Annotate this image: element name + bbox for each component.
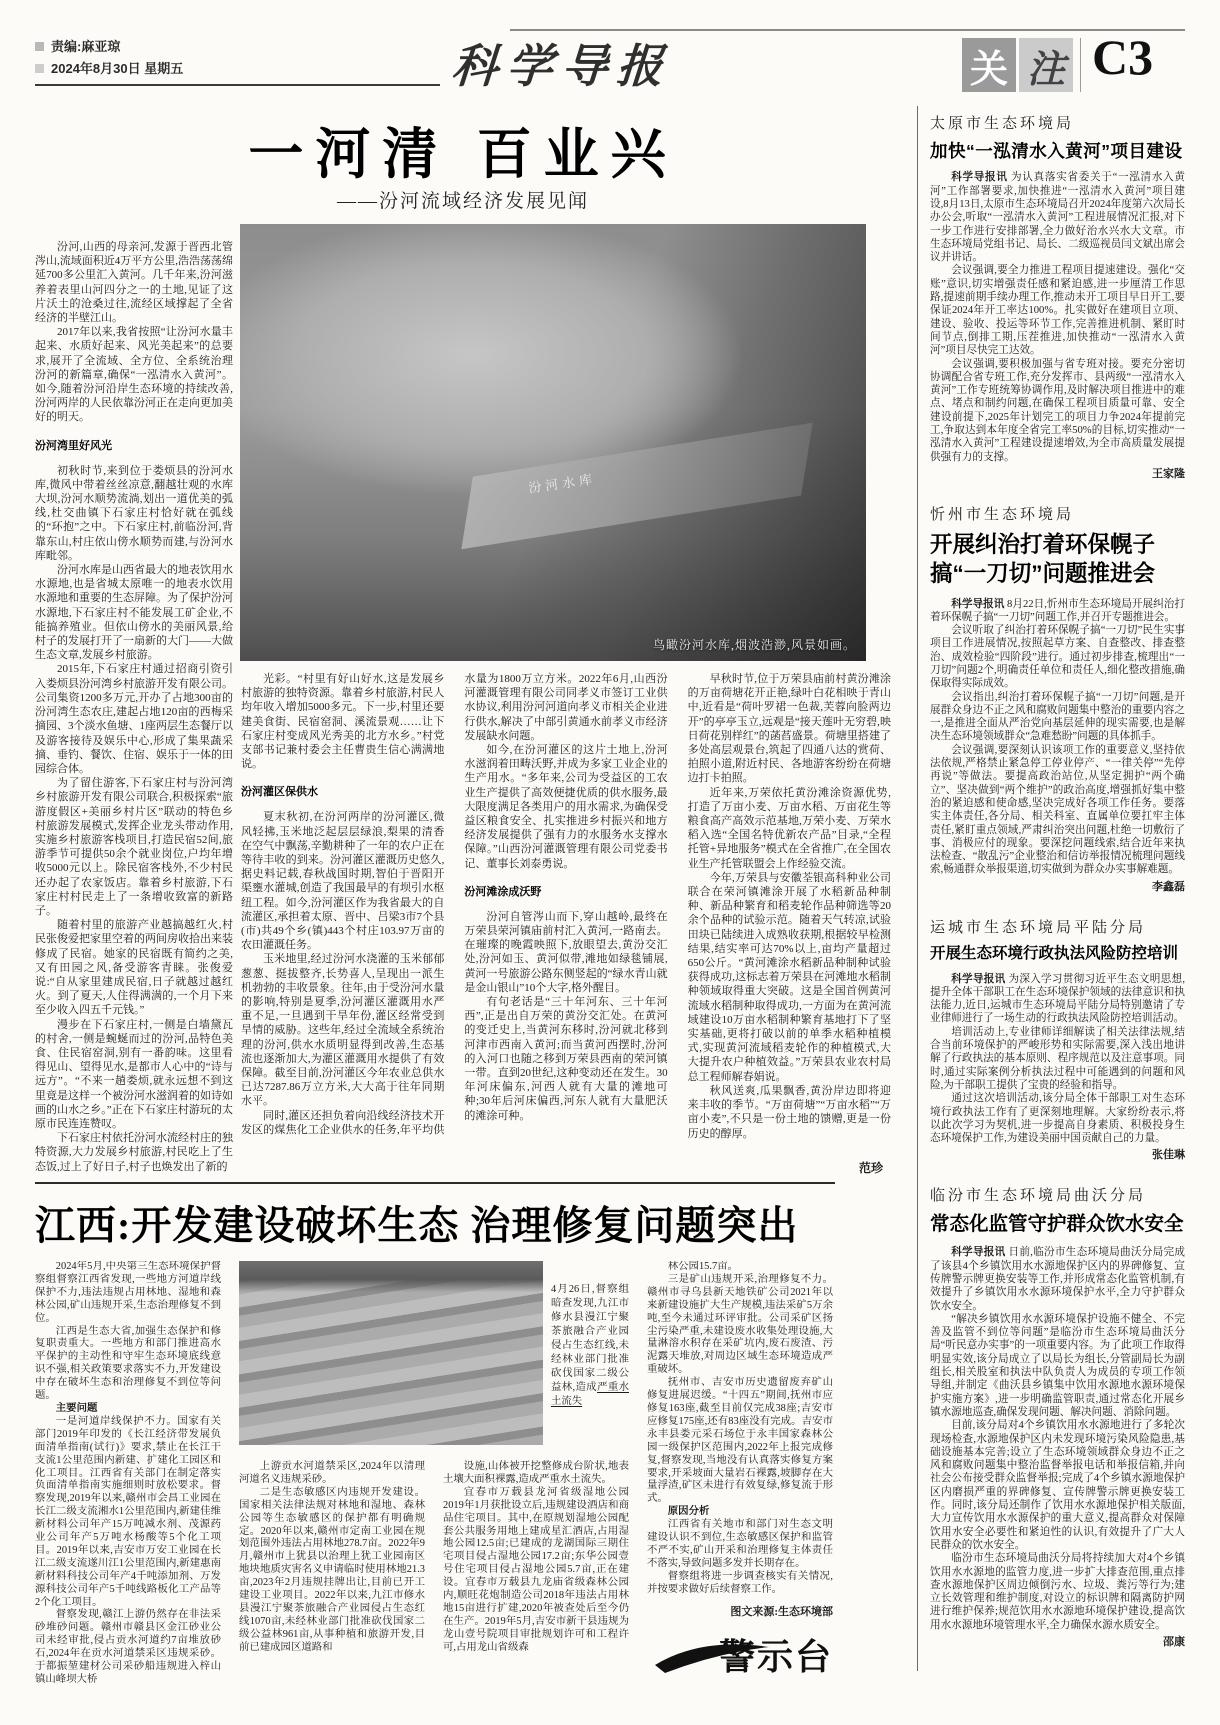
article-headline: 常态化监管守护群众饮水安全	[930, 1213, 1184, 1236]
feature-paragraph: 初秋时节,来到位于娄烦县的汾河水库,微风中带着丝丝凉意,翻越壮观的水库大坝,汾河水顺势流淌,划出一道优美的弧线,杜交曲镇下石家庄村恰好就在弧线的“环抱”之中。下石家庄村,前临汾河,背靠东山,村庄依山傍水顺势而建,与汾河水库毗邻。	[35, 464, 233, 562]
article-paragraph: 通过这次培训活动,该分局全体干部职工对生态环境行政执法工作有了更深刻地理解。大家纷纷表示,将以此次学习为契机,进一步提高自身素质、积极投身生态环境保护工作,为建设美丽中国贡献自己的力量。	[930, 1093, 1185, 1145]
bottom-headline: 江西:开发建设破坏生态 治理修复问题突出	[35, 1203, 799, 1248]
bottom-paragraph: 江西是生态大省,加强生态保护和修复职责重大。一些地方和部门推进高水平保护的主动性和守牢生态环境底线意识不强,相关政策要求落实不力,开发建设中存在破坏生态和治理修复不到位等问题。	[35, 1325, 221, 1402]
feature-paragraph: 为了留住游客,下石家庄村与汾河湾乡村旅游开发有限公司联合,积极探索“旅游度假区+美丽乡村片区”联动的特色乡村旅游发展模式,发挥企业龙头带动作用,实施乡村旅游客栈项目,打造民宿52间,旅游季节可提供50余个就业岗位,户均年增收5000元以上。除民宿客栈外,不少村民还办起了农家饭店。靠着乡村旅游,下石家庄村村民走上了一条增收致富的新路子。	[35, 777, 233, 917]
page-number: C3	[1092, 29, 1154, 85]
edition-info	[35, 36, 183, 80]
feature-paragraph: 汾河灌区保供水	[241, 786, 318, 799]
bottom-column-1	[35, 1261, 221, 1687]
feature-paragraph: 2017年以来,我省按照“让汾河水量丰起来、水质好起来、风光美起来”的总要求,展开了全流域、全方位、全系统治理汾河的新篇章,确保“一泓清水入黄河”。如今,随着汾河沿岸生态环境的持续改善,汾河两岸的人民依靠汾河正在走向更加美好的明天。	[35, 326, 233, 424]
bottom-paragraph: 江西省有关地市和部门对生态文明建设认识不到位,生态敏感区保护和监管不严不实,矿山开采和治理修复主体责任不落实,导致问题多发并长期存在。	[647, 1519, 833, 1569]
date-line	[35, 58, 183, 80]
article-paragraph: 科学导报讯 为深入学习贯彻习近平生态文明思想,提升全体干部职工在生态环境保护领域的法律意识和执法能力,近日,运城市生态环境局平陆分局特别邀请了专业律师进行了一场生动的行政执法风险防控培训活动。	[930, 973, 1185, 1025]
article-kicker: 临汾市生态环境局曲沃分局	[930, 1188, 1147, 1205]
article-paragraph: 科学导报讯 日前,临汾市生态环境局曲沃分局完成了该县4个乡镇饮用水水源地保护区内的界碑修复、宣传牌警示牌更换安装等工作,并形成常态化监管机制,有效提升了乡镇饮用水水源环境保护水平,全力守护群众饮水安全。	[930, 1247, 1185, 1312]
feature-paragraph: 汾河湾里好风光	[35, 439, 112, 452]
article-linfen	[930, 1184, 1185, 1649]
feature-paragraph: 漫步在下石家庄村,一侧是白墙黛瓦的村舍,一侧是蜿蜒而过的汾河,品特色美食、住民宿窑洞,别有一番韵味。这里看得见山、望得见水,是都市人心中的“诗与远方”。“不来一趟娄烦,就永远想不到这里竟是这样一个被汾河水滋润着的如诗如画的山水之乡。”正在下石家庄村游玩的太原市民连连赞叹。	[35, 1018, 233, 1130]
bottom-paragraph: 一是河道岸线保护不力。国家有关部门2019年印发的《长江经济带发展负面清单指南(试行)》要求,禁止在长江干支流1公里范围内新建、扩建化工园区和化工项目。江西省有关部门在制定落实负面清单指南实施细则时放松要求。督察发现,2019年以来,赣州市会昌工业园在长江二级支流湘水1公里范围内,新建佳维新材料公司年产15万吨减水剂、茂源药业公司年产5万吨水杨酸等5个化工项目。2019年以来,吉安市万安工业园在长江二级支流遂川江1公里范围内,新建惠南新材料科技公司年产4千吨添加剂、万发源科技公司年产5千吨线路板化工产品等2个化工项目。	[35, 1415, 221, 1608]
article-paragraph: 会议强调,要全力推进工程项目提速建设。强化“交账”意识,切实增强责任感和紧迫感,进一步厘清工作思路,提速前期手续办理工作,推动未开工项目早日开工,要保证2024年开工率达100%。扎实做好在建项目立项、建设、验收、投运等环节工作,完善推进机制、紧盯时间节点,倒排工期,压茬推进,加快推动“一泓清水入黄河”项目尽快完工达效。	[930, 265, 1185, 357]
feature-columns-2-4	[241, 672, 891, 1174]
feature-paragraph: 有句老话是“三十年河东、三十年河西”,正是出自万荣的黄汾交汇处。在黄河的变迁史上,当黄河东移时,汾河就北移到河津市西南入黄河;而当黄河西摆时,汾河的入河口也随之移到万荣县西南的荣河镇一带。直到20世纪,这种变动还在发生。30年河床偏东,河西人就有大量的滩地可种;30年后河床偏西,河东人就有大量肥沃的滩涂可种。	[464, 996, 668, 1122]
article-headline: 加快“一泓清水入黄河”项目建设	[930, 141, 1183, 161]
section-label-block-1	[962, 38, 1016, 92]
aerial-photo-fenhe-reservoir	[240, 224, 866, 661]
caption-text: 4月26日,督察组暗查发现,九江市修水县漫江宁聚茶旅融合产业园侵占生态红线,未经林业部门批准砍伐国家二级公益林,造成	[551, 1284, 629, 1393]
bottom-paragraph: 宜春市万载县龙河省级湿地公园2019年1月获批设立后,违规建设酒店和商品住宅项目。其中,在原规划湿地公园配套公共服务用地上建成星汇酒店,占用湿地公园12.5亩;已建成的龙湖国际三期住宅项目侵占湿地公园17.2亩;东华公园壹号住宅项目侵占湿地公园5.7亩,正在建设。宜春市万载县九龙庙省级森林公园内,顺旺花炮制造公司2018年违法占用林地15亩进行扩建,2020年被查处后至今仍在生产。2019年5月,吉安市新干县违规为龙山壹号院项目审批规划许可和工程许可,占用龙山省级森	[443, 1486, 629, 1653]
dam-label: 汾河水库	[527, 471, 597, 496]
article-body	[930, 973, 1185, 1146]
bullet-square-icon	[35, 42, 44, 51]
feature-column-1	[35, 240, 233, 1180]
caption-emphasis: 严重水土流失	[551, 1382, 629, 1407]
feature-title: 一河清 百业兴	[248, 123, 678, 185]
section-divider	[1080, 38, 1081, 92]
bottom-paragraph: 上游贡水河道禁采区,2024年以清理河道名义违规采砂。	[239, 1461, 425, 1485]
feature-paragraph: 今年,万荣县与安徽荃银高科种业公司联合在荣河镇滩涂开展了水稻新品种制种、新品种繁育和稻麦轮作品种筛选等20余个品种的试验示范。随着天气转凉,试验田块已陆续进入成熟收获期,根据较早检测结果,结实率可达70%以上,亩均产量超过650公斤。“黄河滩涂水稻新品种制种试验获得成功,这标志着万荣县在河滩地水稻制种领域取得重大突破。这是全国首例黄河流域水稻制种取得成功,一方面为在黄河流域建设10万亩水稻制种繁育基地打下了坚实基础,更将打破以前的单季水稻种植模式,实现黄河流域稻麦轮作的种植模式,大大提升农户种植效益。”万荣县农业农村局总工程师解春娟说。	[687, 871, 891, 1083]
article-paragraph: 会议强调,要积极加强与省专班对接。要充分密切协调配合省专班工作,充分发挥市、县两级“一泓清水入黄河”工作专班统筹协调作用,及时解决项目推进中的难点、堵点和制约问题,在确保工程项目质量可靠、安全建设前提下,2025年计划完工的项目力争2024年提前完工,争取达到本年度全省完工率50%的目标,切实推动“一泓清水入黄河”工程建设提速增效,为全市高质量发展提供强有力的支撑。	[930, 358, 1185, 463]
feature-byline: 范珍	[858, 1161, 883, 1175]
article-paragraph: 会议指出,纠治打着环保幌子搞“一刀切”问题,是开展群众身边不正之风和腐败问题集中整治的重要内容之一,是推进全面从严治党向基层延伸的现实需要,也是解决生态环境领域群众“急难愁盼”问题的具体抓手。	[930, 691, 1185, 743]
article-paragraph: 目前,该分局对4个乡镇饮用水水源地进行了多轮次现场检查,水源地保护区内未发现环境污染风险隐患,基础设施基本完善;设立了生态环境领域群众身边不正之风和腐败问题集中整治监督举报电话和举报信箱,并向社会公布接受群众监督举报;完成了4个乡镇水源地保护区内磨损严重的界碑修复、宣传牌警示牌更换安装工作。同时,该分局还制作了饮用水水源地保护相关版面,大力宣传饮用水水源保护的重大意义,提高群众对保障饮用水安全必要性和紧迫性的认识,有效提升了广大人民群众的饮水安全。	[930, 1420, 1185, 1551]
article-body	[930, 1246, 1185, 1632]
bottom-column-4-text	[647, 1261, 833, 1597]
bottom-paragraph: 抚州市、吉安市历史遗留废弃矿山修复进展迟缓。“十四五”期间,抚州市应修复163座,截至目前仅完成38座;吉安市应修复175座,还有83座没有完成。吉安市永丰县娄元采石场位于永丰国家森林公园一级保护区范围内,2022年上报完成修复,督察发现,当地没有认真落实修复方案要求,开采坡面大量岩石裸露,坡脚存在大量浮渣,矿区未进行有效复绿,修复流于形式。	[647, 1377, 833, 1505]
feature-paragraph: 汾河,山西的母亲河,发源于晋西北管涔山,流域面积近4万平方公里,浩浩荡荡绵延700多公里汇入黄河。几千年来,汾河滋养着表里山河四分之一的土地,见证了这片沃土的沧桑过往,流经区域撑起了全省经济的半壁江山。	[35, 241, 233, 325]
article-byline: 张佳琳	[1152, 1149, 1185, 1162]
bottom-column-4	[647, 1261, 833, 1687]
article-paragraph: 培训活动上,专业律师详细解读了相关法律法规,结合当前环境保护的严峻形势和实际需要,深入浅出地讲解了行政执法的基本原则、程序规范以及注意事项。同时,通过实际案例分析执法过程中可能遇到的问题和风险,为干部职工提供了宝贵的经验和指导。	[930, 1026, 1185, 1091]
article-paragraph: 会议听取了纠治打着环保幌子搞“一刀切”民生实事项目工作进展情况,按照起草方案、自查整改、排查整治、成效检验“四阶段”进行。通过初步排查,梳理出“一刀切”问题2个,明确责任单位和责任人,细化整改措施,确保取得实际成效。	[930, 625, 1185, 690]
bottom-paragraph: 林公园15.7亩。	[667, 1261, 738, 1272]
article-paragraph: 科学导报讯 8月22日,忻州市生态环境局开展纠治打着环保幌子搞“一刀切”问题工作,并召开专题推进会。	[930, 598, 1185, 623]
feature-paragraph: 早秋时节,位于万荣县庙前村黄汾滩涂的万亩荷塘花开正艳,绿叶白花相映于青山中,近看是“荷叶罗裙一色裁,芙蓉向脸两边开”的亭亭玉立,远观是“接天莲叶无穷碧,映日荷花别样红”的菡萏盛景。荷塘里搭建了多处高层观景台,筑起了四通八达的赏荷、拍照小道,附近村民、各地游客纷纷在荷塘边打卡拍照。	[687, 673, 891, 785]
dam-structure	[462, 423, 814, 549]
feature-article	[35, 106, 891, 1184]
feature-paragraph: 2015年,下石家庄村通过招商引资引入娄烦县汾河湾乡村旅游开发有限公司。公司集资1200多万元,开办了占地300亩的汾河湾生态农庄,建起占地120亩的西梅采摘园、3个淡水鱼塘、1座两层生态餐厅以及游客接待及娱乐中心,形成了集果蔬采摘、垂钓、餐饮、住宿、娱乐于一体的田园综合体。	[35, 663, 233, 775]
feature-paragraph: 秋风送爽,瓜果飘香,黄汾岸边即将迎来丰收的季节。“万亩荷塘”“万亩水稻”“万亩小麦”,不只是一份土地的馈赠,更是一份历史的醇厚。	[687, 1084, 891, 1140]
bottom-column-2	[239, 1453, 425, 1687]
article-xinzhou	[930, 503, 1185, 894]
terraced-mine-photo	[239, 1261, 543, 1445]
article-kicker: 忻州市生态环境局	[930, 506, 1075, 523]
editor-name: 责编:麻亚琼	[51, 39, 121, 54]
article-kicker: 运城市生态环境局平陆分局	[930, 919, 1147, 936]
section-char: 注	[1026, 48, 1065, 91]
feature-paragraph: 汾河自管涔山而下,穿山越岭,最终在万荣县荣河镇庙前村汇入黄河,一路南去。在璀璨的晚霞映照下,放眼望去,黄汾交汇处,汾河如玉、黄河似带,滩地如绿毯铺展,黄河一号旅游公路东侧竖起的“绿水青山就是金山银山”10个大字,格外醒目。	[464, 910, 668, 994]
bottom-paragraph: 原因分析	[667, 1506, 710, 1518]
feature-paragraph: 汾河水库是山西省最大的地表饮用水水源地,也是省城太原唯一的地表水饮用水源地和重要的生态屏障。为了保护汾河水源地,下石家庄村不能发展工矿企业,不能搞养殖业。但依山傍水的美丽风景,给村子的发展打开了一扇新的大门——大做生态文章,发展乡村旅游。	[35, 564, 233, 662]
bottom-column-3	[443, 1453, 629, 1687]
section-label-block-2	[1019, 38, 1073, 92]
publication-date: 2024年8月30日 星期五	[51, 61, 184, 76]
bottom-photo-caption	[551, 1261, 629, 1453]
bottom-paragraph: 设施,山体被开挖整修成台阶状,地表土壤大面积裸露,造成严重水土流失。	[443, 1461, 629, 1485]
feature-paragraph: 如今,在汾河灌区的这片土地上,汾河水滋润着田畴沃野,并成为多家工业企业的生产用水。“多年来,公司为受益区的工农业生产提供了高效便捷优质的供水服务,最大限度满足各类用户的用水需求,为确保受益区粮食安全、扎实推进乡村振兴和地方经济发展提供了强有力的水服务水支撑水保障。”山西汾河灌溉管理有限公司党委书记、董事长刘泰勇说。	[464, 744, 668, 870]
article-byline: 邵康	[1163, 1636, 1185, 1648]
article-paragraph: 临汾市生态环境局曲沃分局将持续加大对4个乡镇饮用水水源地的监管力度,进一步扩大排查范围,重点排查水源地保护区周边倾倒污水、垃圾、粪污等行为;建立长效管理和维护制度,对设立的标识牌和隔离防护网进行维护保养;规范饮用水水源地环境保护建设,提高饮用水水源地环境管理水平,全力确保水源水质安全。	[930, 1553, 1185, 1631]
article-paragraph: 科学导报讯 为认真落实省委关于“一泓清水入黄河”工作部署要求,加快推进“一泓清水入黄河”项目建设,8月13日,太原市生态环境局召开2024年度第六次局长办公会,听取“一泓清水入黄河”工程进展情况汇报,对下一步工作进行安排部署,全力做好治水兴水大文章。市生态环境局党组书记、局长、二级巡视员闫文斌出席会议并讲话。	[930, 172, 1186, 264]
article-headline: 开展纠治打着环保幌子搞“一刀切”问题推进会	[930, 531, 1156, 586]
feature-paragraph: 下石家庄村依托汾河水流经村庄的独特资源,大力发展乡村旅游,村民吃上了生态饭,过上了好日子,村子也焕发出了新的	[35, 1132, 233, 1173]
source-credit: 图文来源:生态环境部	[730, 1605, 833, 1618]
bottom-figure	[239, 1261, 629, 1453]
jiangxi-inspection-article	[35, 1182, 835, 1687]
section-char: 关	[969, 48, 1008, 91]
bottom-paragraph: 2024年5月,中央第三生态环境保护督察组督察江西省发现,一些地方河道岸线保护不力,违法违规占用林地、湿地和森林公园,矿山违规开采,生态治理修复不到位。	[35, 1261, 221, 1324]
article-byline: 李鑫磊	[1152, 880, 1185, 893]
feature-subtitle: ——汾河流域经济发展见闻	[336, 191, 589, 212]
photo-caption: 鸟瞰汾河水库,烟波浩渺,风景如画。	[652, 638, 856, 652]
article-kicker: 太原市生态环境局	[930, 116, 1075, 132]
warning-platform-stamp-icon	[651, 1625, 833, 1679]
article-yuncheng	[930, 916, 1185, 1163]
bottom-paragraph: 督察组将进一步调查核实有关情况,并按要求做好后续督察工作。	[647, 1570, 833, 1595]
stamp-text: 警示台	[719, 1635, 833, 1677]
article-paragraph: “解决乡镇饮用水水源环境保护设施不健全、不完善及监管不到位等问题”是临汾市生态环境局曲沃分局“听民意办实事”的一项重要内容。为了此项工作取得明显实效,该分局成立了以局长为组长,分管副局长为副组长,相关股室和执法中队负责人为成员的专项工作领导组,并制定《曲沃县乡镇集中饮用水源地水源环境保护实施方案》,进一步明确监管职责,通过常态化开展乡镇水源地巡查,确保发现问题、解决问题、消除问题。	[930, 1313, 1185, 1418]
editor-line	[35, 36, 183, 58]
article-taiyuan	[930, 112, 1185, 481]
header-rule-left	[35, 84, 440, 86]
article-byline: 王家隆	[1152, 467, 1185, 480]
bottom-paragraph: 主要问题	[55, 1402, 98, 1414]
masthead-logo: 科学导报	[449, 41, 674, 92]
feature-paragraph: 近年来,万荣依托黄汾滩涂资源优势,打造了万亩小麦、万亩水稻、万亩花生等粮食高产高效示范基地,万荣小麦、万荣水稻入选“全国名特优新农产品”目录,“全程托管+异地服务”模式在全省推广,在全国农业生产托管联盟会上作经验交流。	[687, 786, 891, 870]
feature-paragraph: 同时,灌区还担负着向沿线经济技术开发区的煤焦化工企业供水的任务,年平均供水量为1800万立方米。2022年6月,山西汾河灌溉管理有限公司同孝义市签订工业供水协议,利用汾河河道向孝义市相关企业进行供水,解决了中部引黄通水前孝义市经济发展缺水问题。	[241, 673, 668, 1136]
feature-paragraph: 汾河滩涂成沃野	[464, 885, 542, 898]
bottom-paragraph: 三是矿山违规开采,治理修复不力。赣州市寻乌县新天地铁矿公司2021年以来新建设施扩大生产规模,违法采矿5万余吨,至今未通过环评审批。公司采矿区扬尘污染严重,未建设废水收集处理设施,大量淋溶水积存在采矿坑内,废石废渣、污泥露天堆放,对周边区域生态环境造成严重破坏。	[647, 1273, 833, 1376]
article-headline: 开展生态环境行政执法风险防控培训	[930, 944, 1179, 962]
bullet-square-icon	[35, 64, 44, 73]
article-body	[930, 598, 1185, 877]
feature-paragraph: 夏末秋初,在汾河两岸的汾河灌区,微风轻拂,玉米地泛起层层绿浪,梨果的清香在空气中飘荡,辛勤耕种了一年的农户正在等待丰收的到来。汾河灌区灌溉历史悠久,据史料记载,春秋战国时期,智伯于晋阳开渠壅水灌城,创造了我国最早的有坝引水枢纽工程。如今,汾河灌区作为我省最大的自流灌区,承担着太原、晋中、吕梁3市7个县(市)共49个乡(镇)443个村庄103.97万亩的农田灌溉任务。	[241, 811, 445, 952]
feature-paragraph: 玉米地里,经过汾河水浇灌的玉米郁郁葱葱、挺拔整齐,长势喜人,呈现出一派生机勃勃的丰收景象。往年,由于受汾河水量的影响,特别是夏季,汾河灌区灌溉用水严重不足,一旦遇到干旱年份,灌区经常受到旱情的威胁。这些年,经过全流域全系统治理的汾河,供水水质明显得到改善,生态基流也逐渐加大,为灌区灌溉用水提供了有效保障。截至目前,汾河灌区今年农业总供水已达7287.86万立方米,大大高于往年同期水平。	[241, 953, 445, 1108]
bureau-news-panel	[917, 106, 1185, 1671]
bottom-paragraph: 二是生态敏感区内违规开发建设。国家相关法律法规对林地和湿地、森林公园等生态敏感区的保护都有明确规定。2020年以来,赣州市定南工业园在规划范围外违法占用林地278.7亩。2022年9月,赣州市上犹县以治理上犹工业园南区地块地质灾害名义申请临时使用林地21.3亩,2023年2月违规挂牌出让,目前已开工建设工业项目。2022年以来,九江市修水县漫江宁聚茶旅融合产业园侵占生态红线1070亩,未经林业部门批准砍伐国家二级公益林961亩,从事种植和旅游开发,目前已建成园区道路和	[239, 1486, 425, 1653]
feature-paragraph: 随着村里的旅游产业越搞越红火,村民张俊爱把家里空着的两间房收拾出来装修成了民宿。她家的民宿既有简约之美,又有田园之风,备受游客青睐。张俊爱说:“自从家里建成民宿,日子就越过越红火。到了夏天,人住得满满的,一个月下来至少收入四五千元钱。”	[35, 919, 233, 1017]
feature-paragraph: 光彩。“村里有好山好水,这是发展乡村旅游的独特资源。靠着乡村旅游,村民人均年收入增加5000多元。下一步,村里还要建美食街、民宿窑洞、溪流景观……让下石家庄村变成风光秀美的北方水乡。”村党支部书记兼村委会主任曹贵生信心满满地说。	[241, 673, 445, 771]
bottom-article-body	[35, 1261, 835, 1687]
article-body	[930, 171, 1185, 464]
bottom-paragraph: 督察发现,赣江上游仍然存在非法采砂堆砂问题。赣州市赣县区金江砂业公司未经审批,侵占贡水河道约7亩堆放砂石,2024年在贡水河道禁采区违规采砂。于都振堃建材公司采砂船违规进入梓山镇山峰坝大桥	[35, 1609, 221, 1685]
article-paragraph: 会议强调,要深刻认识该项工作的重要意义,坚持依法依规,严格禁止紧急停工停业停产、“一律关停”“先停再说”等做法。要提高政治站位,从坚定拥护“两个确立”、坚决做到“两个维护”的政治高度,增强抓好集中整治的紧迫感和使命感,坚决完成好各项工作任务。要落实主体责任,各分局、相关科室、直属单位要扛牢主体责任,紧盯重点领域,严肃纠治突出问题,杜绝一切敷衍了事、消极应付的现象。要深挖问题线索,结合近年来执法检查、“散乱污”企业整治和信访举报情况梳理问题线索,畅通群众举报渠道,切实做到为群众办实事解难题。	[930, 744, 1185, 876]
